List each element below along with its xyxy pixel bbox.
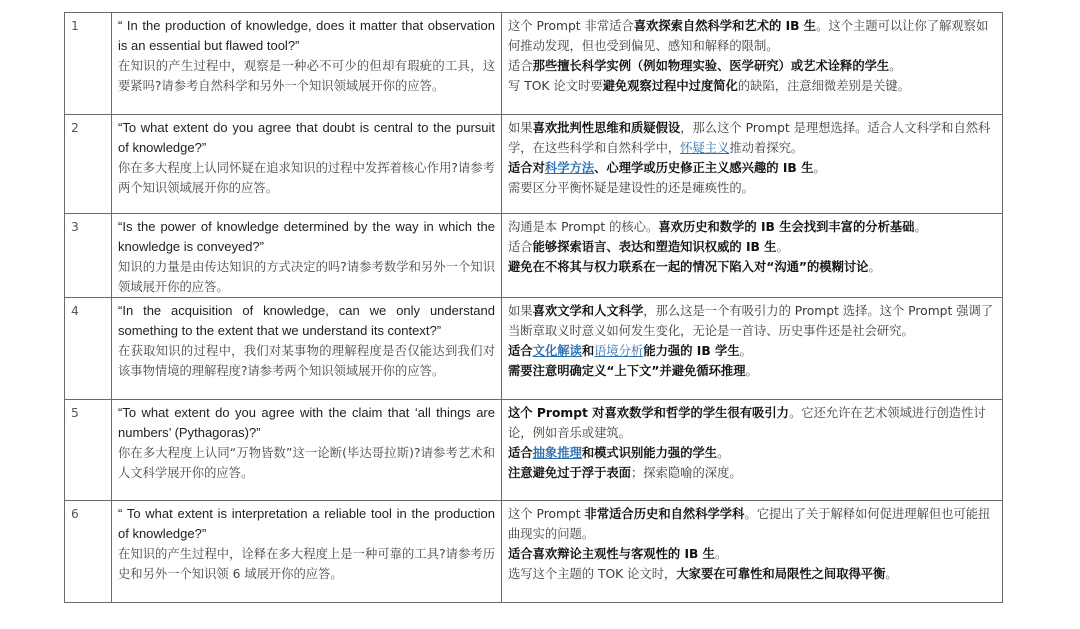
note-line bbox=[508, 118, 996, 158]
note-text: 能力强的 IB 学生 bbox=[643, 344, 740, 358]
note-line bbox=[508, 301, 996, 341]
prompt-chinese: 你在多大程度上认同“万物皆数”这一论断(毕达哥拉斯)?请参考艺术和人文科学展开你的应答。 bbox=[118, 446, 495, 480]
table-row bbox=[65, 298, 1003, 400]
prompt-cell bbox=[112, 13, 502, 115]
table-body bbox=[65, 13, 1003, 603]
prompt-english: “In the acquisition of knowledge, can we only understand something to the extent that we understand its context?” bbox=[118, 303, 495, 338]
note-text: 。这个主题可以让你了解观察如何推动发现，但也受到偏见、感知和解释的限制。 bbox=[508, 19, 989, 53]
prompt-chinese: 在知识的产生过程中，诠释在多大程度上是一种可靠的工具?请参考历史和另外一个知识领 6 域展开你的应答。 bbox=[118, 547, 495, 581]
table-row bbox=[65, 13, 1003, 115]
note-text: 适合对 bbox=[508, 161, 545, 175]
prompt-chinese: 你在多大程度上认同怀疑在追求知识的过程中发挥着核心作用?请参考两个知识领域展开你的应答。 bbox=[118, 161, 495, 195]
note-text: 适合 bbox=[508, 240, 533, 254]
note-text: 。 bbox=[868, 260, 881, 274]
table-row bbox=[65, 501, 1003, 603]
row-number: 3 bbox=[65, 214, 112, 298]
notes-cell bbox=[502, 400, 1003, 501]
note-text: 避免观察过程中过度简化 bbox=[602, 79, 738, 93]
note-text: 这个 Prompt bbox=[508, 507, 585, 521]
note-text: ，那么这是一个有吸引力的 Prompt 选择。这个 Prompt 强调了当断章取义时意义如何发生变化，无论是一首诗、历史事件还是社会研究。 bbox=[508, 304, 994, 338]
note-text: 这个 Prompt 非常适合 bbox=[508, 19, 634, 33]
note-text: 那些擅长科学实例（例如物理实验、医学研究）或艺术诠释的学生 bbox=[532, 59, 890, 73]
note-text: 。 bbox=[813, 161, 826, 175]
tok-prompts-table bbox=[64, 12, 1003, 603]
note-text: 。 bbox=[889, 59, 902, 73]
notes-cell bbox=[502, 298, 1003, 400]
keyword-link[interactable]: 抽象推理 bbox=[532, 446, 582, 460]
keyword-link[interactable]: 科学方法 bbox=[544, 161, 595, 175]
note-line bbox=[508, 463, 996, 483]
note-text: 。 bbox=[745, 364, 758, 378]
prompt-english: “Is the power of knowledge determined by the way in which the knowledge is conveyed?” bbox=[118, 219, 495, 254]
keyword-link[interactable]: 语境分析 bbox=[594, 344, 644, 358]
note-line bbox=[508, 56, 996, 76]
note-text: 适合 bbox=[508, 59, 533, 73]
row-number: 4 bbox=[65, 298, 112, 400]
notes-cell bbox=[502, 214, 1003, 298]
note-line bbox=[508, 76, 996, 96]
notes-cell bbox=[502, 13, 1003, 115]
note-text: 这个 Prompt 对喜欢数学和哲学的学生很有吸引力 bbox=[508, 406, 789, 420]
note-line bbox=[508, 217, 996, 237]
note-line bbox=[508, 341, 996, 361]
table-row bbox=[65, 115, 1003, 214]
note-text: 如果 bbox=[508, 121, 533, 135]
table-row bbox=[65, 214, 1003, 298]
note-line bbox=[508, 504, 996, 544]
note-text: 。 bbox=[717, 446, 730, 460]
note-text: 。它还允许在艺术领域进行创造性讨论，例如音乐或建筑。 bbox=[508, 406, 986, 440]
note-text: 选写这个主题的 TOK 论文时， bbox=[508, 567, 677, 581]
note-text: 喜欢文学和人文科学 bbox=[532, 304, 644, 318]
note-text: 。 bbox=[739, 344, 752, 358]
note-line bbox=[508, 361, 996, 381]
note-line bbox=[508, 403, 996, 443]
note-text: 注意避免过于浮于表面 bbox=[508, 466, 631, 480]
note-text: 喜欢批判性思维和质疑假设 bbox=[532, 121, 681, 135]
note-line bbox=[508, 237, 996, 257]
prompt-cell bbox=[112, 400, 502, 501]
notes-cell bbox=[502, 501, 1003, 603]
row-number: 5 bbox=[65, 400, 112, 501]
note-text: 和 bbox=[581, 344, 595, 358]
note-text: 需要注意明确定义“上下文”并避免循环推理 bbox=[508, 364, 746, 378]
note-text: 和模式识别能力强的学生 bbox=[581, 446, 718, 460]
prompt-english: “To what extent do you agree that doubt is central to the pursuit of knowledge?” bbox=[118, 120, 495, 155]
note-text: 适合 bbox=[508, 344, 533, 358]
note-line bbox=[508, 158, 996, 178]
note-text: 推动着探究。 bbox=[729, 141, 804, 155]
prompt-cell bbox=[112, 298, 502, 400]
prompt-chinese: 在获取知识的过程中，我们对某事物的理解程度是否仅能达到我们对该事物情境的理解程度?请参考两个知识领域展开你的应答。 bbox=[118, 344, 495, 378]
note-text: 。 bbox=[714, 547, 728, 561]
row-number: 6 bbox=[65, 501, 112, 603]
note-text: 沟通是本 Prompt 的核心。 bbox=[508, 220, 659, 234]
prompt-cell bbox=[112, 214, 502, 298]
prompt-cell bbox=[112, 115, 502, 214]
note-text: 能够探索语言、表达和塑造知识权威的 IB 生 bbox=[532, 240, 777, 254]
table-row bbox=[65, 400, 1003, 501]
notes-cell bbox=[502, 115, 1003, 214]
note-text: 喜欢历史和数学的 IB 生会找到丰富的分析基础 bbox=[658, 220, 915, 234]
prompt-chinese: 在知识的产生过程中，观察是一种必不可少的但却有瑕疵的工具，这要紧吗?请参考自然科学和另外一个知识领域展开你的应答。 bbox=[118, 59, 495, 93]
note-text: 的缺陷，注意细微差别是关键。 bbox=[737, 79, 911, 93]
note-text: ；探索隐喻的深度。 bbox=[630, 466, 742, 480]
note-text: 如果 bbox=[508, 304, 533, 318]
note-line bbox=[508, 443, 996, 463]
row-number: 1 bbox=[65, 13, 112, 115]
note-text: 适合 bbox=[508, 446, 533, 460]
prompt-english: “To what extent do you agree with the claim that ‘all things are numbers’ (Pythagoras)?” bbox=[118, 405, 495, 440]
keyword-link[interactable]: 文化解读 bbox=[532, 344, 582, 358]
note-line bbox=[508, 564, 996, 584]
note-text: 大家要在可靠性和局限性之间取得平衡 bbox=[676, 567, 886, 581]
note-text: 写 TOK 论文时要 bbox=[508, 79, 603, 93]
note-line bbox=[508, 178, 996, 198]
note-text: ，那么这个 Prompt 是理想选择。适合人文科学和自然科学，在这些科学和自然科学中， bbox=[508, 121, 991, 155]
note-text: 避免在不将其与权力联系在一起的情况下陷入对“沟通”的模糊讨论 bbox=[508, 260, 869, 274]
note-text: 。 bbox=[914, 220, 927, 234]
note-line bbox=[508, 257, 996, 277]
note-text: 。 bbox=[885, 567, 898, 581]
note-text: 适合喜欢辩论主观性与客观性的 IB 生 bbox=[508, 547, 715, 561]
prompt-english: “ To what extent is interpretation a reliable tool in the production of knowledge?” bbox=[118, 506, 495, 541]
note-line bbox=[508, 544, 996, 564]
note-text: 需要区分平衡怀疑是建设性的还是瘫痪性的。 bbox=[508, 181, 754, 195]
row-number: 2 bbox=[65, 115, 112, 214]
prompt-cell bbox=[112, 501, 502, 603]
note-text: 。它提出了关于解释如何促进理解但也可能扭曲现实的问题。 bbox=[508, 507, 991, 541]
note-text: 。 bbox=[776, 240, 789, 254]
note-line bbox=[508, 16, 996, 56]
note-text: 、心理学或历史修正主义感兴趣的 IB 生 bbox=[594, 161, 814, 175]
note-text: 非常适合历史和自然科学学科 bbox=[584, 507, 745, 521]
prompt-english: “ In the production of knowledge, does it matter that observation is an essential but flawed tool?” bbox=[118, 18, 495, 53]
prompt-chinese: 知识的力量是由传达知识的方式决定的吗?请参考数学和另外一个知识领域展开你的应答。 bbox=[118, 260, 495, 294]
note-text: 喜欢探索自然科学和艺术的 IB 生 bbox=[633, 19, 817, 33]
keyword-link[interactable]: 怀疑主义 bbox=[680, 141, 730, 155]
